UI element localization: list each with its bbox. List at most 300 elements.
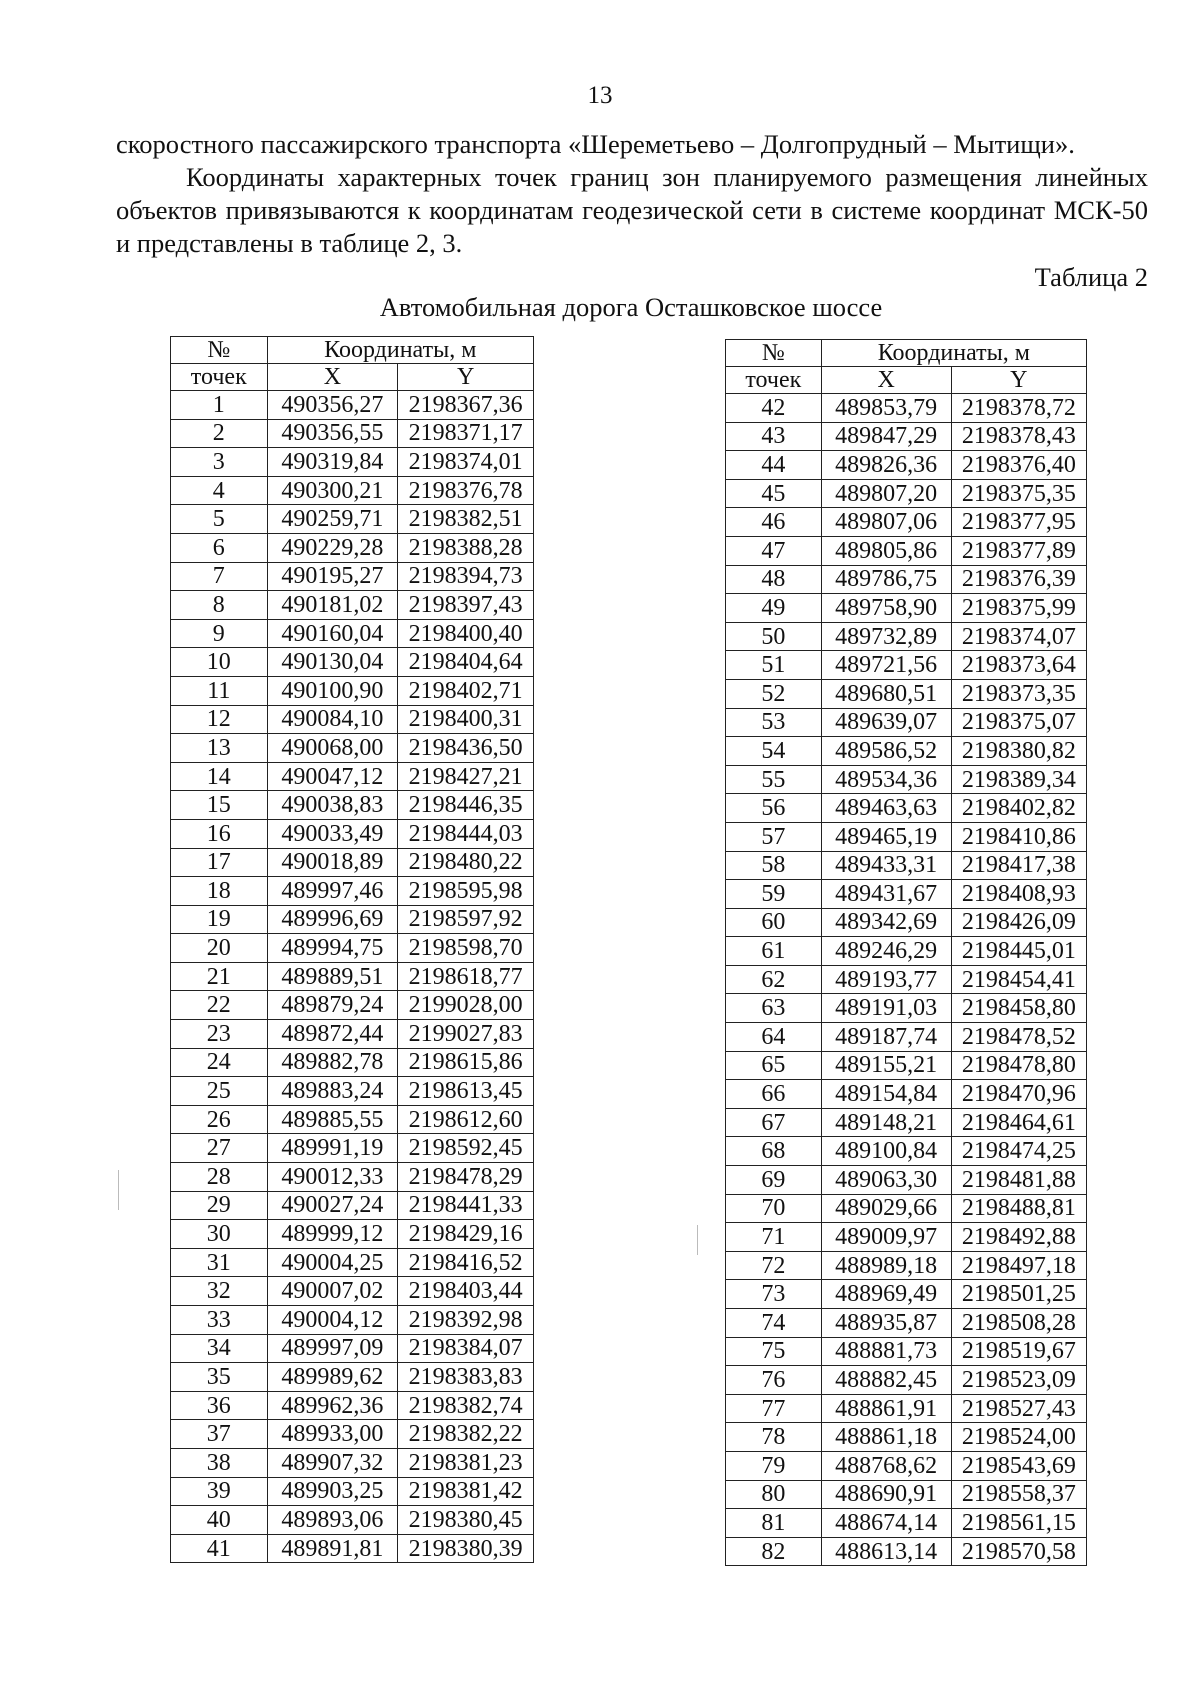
y-coordinate-cell: 2198592,45	[398, 1134, 534, 1163]
x-coordinate-cell: 489680,51	[821, 679, 951, 708]
table-label: Таблица 2	[1034, 262, 1148, 292]
x-coordinate-cell: 489826,36	[821, 451, 951, 480]
table-row	[726, 765, 1087, 794]
point-number-cell: 8	[171, 591, 268, 620]
table-row	[171, 591, 534, 620]
point-number-cell: 1	[171, 391, 268, 420]
y-coordinate-cell: 2198382,51	[398, 505, 534, 534]
x-coordinate-cell: 490004,25	[267, 1248, 398, 1277]
point-number-cell: 50	[726, 622, 822, 651]
point-number-cell: 41	[171, 1534, 268, 1563]
point-number-cell: 76	[726, 1366, 822, 1395]
x-coordinate-cell: 489342,69	[821, 908, 951, 937]
point-number-cell: 2	[171, 419, 268, 448]
point-number-cell: 64	[726, 1023, 822, 1052]
point-number-cell: 36	[171, 1391, 268, 1420]
x-coordinate-cell: 489994,75	[267, 934, 398, 963]
y-coordinate-cell: 2198384,07	[398, 1334, 534, 1363]
point-number-cell: 11	[171, 676, 268, 705]
table-row	[726, 1223, 1087, 1252]
table-row	[171, 1534, 534, 1563]
table-row	[726, 422, 1087, 451]
point-number-cell: 72	[726, 1251, 822, 1280]
y-coordinate-cell: 2198374,01	[398, 448, 534, 477]
y-coordinate-cell: 2198383,83	[398, 1363, 534, 1392]
point-number-cell: 18	[171, 877, 268, 906]
y-coordinate-cell: 2198523,09	[951, 1366, 1086, 1395]
table-row	[171, 505, 534, 534]
y-coordinate-cell: 2198374,07	[951, 622, 1086, 651]
table-row	[171, 734, 534, 763]
point-number-cell: 28	[171, 1163, 268, 1192]
table-row	[726, 822, 1087, 851]
x-coordinate-cell: 490033,49	[267, 819, 398, 848]
x-coordinate-cell: 490012,33	[267, 1163, 398, 1192]
point-number-cell: 29	[171, 1191, 268, 1220]
table-row	[171, 619, 534, 648]
x-coordinate-cell: 490068,00	[267, 734, 398, 763]
point-number-cell: 12	[171, 705, 268, 734]
y-coordinate-cell: 2198404,64	[398, 648, 534, 677]
y-coordinate-cell: 2198458,80	[951, 994, 1086, 1023]
x-coordinate-cell: 490047,12	[267, 762, 398, 791]
x-coordinate-cell: 489891,81	[267, 1534, 398, 1563]
table-title: Автомобильная дорога Осташковское шоссе	[379, 292, 883, 322]
table-row	[726, 908, 1087, 937]
point-number-cell: 79	[726, 1451, 822, 1480]
point-number-cell: 33	[171, 1306, 268, 1335]
y-coordinate-cell: 2198561,15	[951, 1509, 1086, 1538]
y-coordinate-cell: 2198376,78	[398, 476, 534, 505]
x-coordinate-cell: 489786,75	[821, 565, 951, 594]
header-row	[171, 337, 534, 364]
table-row	[171, 705, 534, 734]
table-row	[171, 476, 534, 505]
y-coordinate-cell: 2198375,99	[951, 594, 1086, 623]
y-coordinate-cell: 2198519,67	[951, 1337, 1086, 1366]
x-coordinate-cell: 488969,49	[821, 1280, 951, 1309]
y-coordinate-cell: 2198480,22	[398, 848, 534, 877]
point-number-cell: 46	[726, 508, 822, 537]
point-number-cell: 16	[171, 819, 268, 848]
table-row	[726, 1080, 1087, 1109]
x-coordinate-cell: 489534,36	[821, 765, 951, 794]
x-coordinate-cell: 489889,51	[267, 962, 398, 991]
table-row	[171, 762, 534, 791]
x-coordinate-cell: 489807,06	[821, 508, 951, 537]
table-row	[726, 1137, 1087, 1166]
point-number-cell: 77	[726, 1394, 822, 1423]
point-number-cell: 52	[726, 679, 822, 708]
x-coordinate-cell: 489191,03	[821, 994, 951, 1023]
coordinates-table-right	[725, 339, 1087, 1566]
header-row	[726, 367, 1087, 394]
point-number-cell: 32	[171, 1277, 268, 1306]
y-coordinate-cell: 2198470,96	[951, 1080, 1086, 1109]
y-coordinate-cell: 2198426,09	[951, 908, 1086, 937]
header-no: №	[726, 340, 822, 367]
y-coordinate-cell: 2198595,98	[398, 877, 534, 906]
x-coordinate-cell: 489154,84	[821, 1080, 951, 1109]
header-x: X	[267, 364, 398, 391]
point-number-cell: 59	[726, 880, 822, 909]
x-coordinate-cell: 490027,24	[267, 1191, 398, 1220]
y-coordinate-cell: 2198375,35	[951, 479, 1086, 508]
x-coordinate-cell: 488881,73	[821, 1337, 951, 1366]
y-coordinate-cell: 2198389,34	[951, 765, 1086, 794]
table-row	[171, 676, 534, 705]
y-coordinate-cell: 2198378,43	[951, 422, 1086, 451]
y-coordinate-cell: 2198373,35	[951, 679, 1086, 708]
y-coordinate-cell: 2198598,70	[398, 934, 534, 963]
x-coordinate-cell: 490259,71	[267, 505, 398, 534]
point-number-cell: 71	[726, 1223, 822, 1252]
point-number-cell: 42	[726, 394, 822, 423]
y-coordinate-cell: 2198429,16	[398, 1220, 534, 1249]
point-number-cell: 65	[726, 1051, 822, 1080]
table-row	[726, 536, 1087, 565]
x-coordinate-cell: 489431,67	[821, 880, 951, 909]
table-row	[726, 1509, 1087, 1538]
y-coordinate-cell: 2198380,45	[398, 1506, 534, 1535]
x-coordinate-cell: 490356,55	[267, 419, 398, 448]
table-row	[726, 651, 1087, 680]
x-coordinate-cell: 489882,78	[267, 1048, 398, 1077]
point-number-cell: 10	[171, 648, 268, 677]
table-row	[726, 737, 1087, 766]
x-coordinate-cell: 489148,21	[821, 1108, 951, 1137]
y-coordinate-cell: 2198373,64	[951, 651, 1086, 680]
x-coordinate-cell: 489807,20	[821, 479, 951, 508]
y-coordinate-cell: 2198427,21	[398, 762, 534, 791]
table-row	[726, 1366, 1087, 1395]
y-coordinate-cell: 2198371,17	[398, 419, 534, 448]
point-number-cell: 78	[726, 1423, 822, 1452]
x-coordinate-cell: 489586,52	[821, 737, 951, 766]
x-coordinate-cell: 489879,24	[267, 991, 398, 1020]
point-number-cell: 25	[171, 1077, 268, 1106]
point-number-cell: 21	[171, 962, 268, 991]
y-coordinate-cell: 2198441,33	[398, 1191, 534, 1220]
table-row	[171, 877, 534, 906]
point-number-cell: 55	[726, 765, 822, 794]
point-number-cell: 63	[726, 994, 822, 1023]
y-coordinate-cell: 2198478,52	[951, 1023, 1086, 1052]
table-row	[726, 937, 1087, 966]
y-coordinate-cell: 2198388,28	[398, 533, 534, 562]
x-coordinate-cell: 489997,46	[267, 877, 398, 906]
table-row	[171, 1306, 534, 1335]
point-number-cell: 47	[726, 536, 822, 565]
point-number-cell: 74	[726, 1309, 822, 1338]
point-number-cell: 39	[171, 1477, 268, 1506]
table-row	[171, 1391, 534, 1420]
x-coordinate-cell: 489996,69	[267, 905, 398, 934]
y-coordinate-cell: 2198377,95	[951, 508, 1086, 537]
point-number-cell: 13	[171, 734, 268, 763]
point-number-cell: 49	[726, 594, 822, 623]
y-coordinate-cell: 2198570,58	[951, 1537, 1086, 1566]
x-coordinate-cell: 489999,12	[267, 1220, 398, 1249]
y-coordinate-cell: 2198400,40	[398, 619, 534, 648]
point-number-cell: 20	[171, 934, 268, 963]
x-coordinate-cell: 489962,36	[267, 1391, 398, 1420]
table-row	[726, 565, 1087, 594]
table-row	[726, 451, 1087, 480]
x-coordinate-cell: 490130,04	[267, 648, 398, 677]
y-coordinate-cell: 2198382,74	[398, 1391, 534, 1420]
table-row	[171, 1048, 534, 1077]
y-coordinate-cell: 2198615,86	[398, 1048, 534, 1077]
x-coordinate-cell: 490160,04	[267, 619, 398, 648]
x-coordinate-cell: 488861,91	[821, 1394, 951, 1423]
point-number-cell: 43	[726, 422, 822, 451]
y-coordinate-cell: 2198367,36	[398, 391, 534, 420]
header-no: №	[171, 337, 268, 364]
x-coordinate-cell: 489187,74	[821, 1023, 951, 1052]
table-row	[171, 934, 534, 963]
point-number-cell: 4	[171, 476, 268, 505]
x-coordinate-cell: 488768,62	[821, 1451, 951, 1480]
table-row	[726, 1309, 1087, 1338]
point-number-cell: 58	[726, 851, 822, 880]
point-number-cell: 35	[171, 1363, 268, 1392]
table-row	[726, 1394, 1087, 1423]
y-coordinate-cell: 2198380,82	[951, 737, 1086, 766]
x-coordinate-cell: 489246,29	[821, 937, 951, 966]
table-row	[171, 1506, 534, 1535]
point-number-cell: 45	[726, 479, 822, 508]
point-number-cell: 66	[726, 1080, 822, 1109]
table-row	[726, 594, 1087, 623]
table-row	[726, 479, 1087, 508]
table-row	[171, 991, 534, 1020]
table-row	[726, 508, 1087, 537]
y-coordinate-cell: 2198508,28	[951, 1309, 1086, 1338]
point-number-cell: 38	[171, 1448, 268, 1477]
y-coordinate-cell: 2198377,89	[951, 536, 1086, 565]
point-number-cell: 54	[726, 737, 822, 766]
point-number-cell: 6	[171, 533, 268, 562]
table-row	[171, 1334, 534, 1363]
x-coordinate-cell: 489933,00	[267, 1420, 398, 1449]
table-row	[726, 1194, 1087, 1223]
table-row	[726, 1166, 1087, 1195]
x-coordinate-cell: 490356,27	[267, 391, 398, 420]
x-coordinate-cell: 490195,27	[267, 562, 398, 591]
header-row	[171, 364, 534, 391]
y-coordinate-cell: 2198402,82	[951, 794, 1086, 823]
x-coordinate-cell: 488882,45	[821, 1366, 951, 1395]
x-coordinate-cell: 489997,09	[267, 1334, 398, 1363]
x-coordinate-cell: 490319,84	[267, 448, 398, 477]
y-coordinate-cell: 2198613,45	[398, 1077, 534, 1106]
y-coordinate-cell: 2199027,83	[398, 1020, 534, 1049]
x-coordinate-cell: 489463,63	[821, 794, 951, 823]
y-coordinate-cell: 2198402,71	[398, 676, 534, 705]
point-number-cell: 22	[171, 991, 268, 1020]
table-row	[726, 1451, 1087, 1480]
y-coordinate-cell: 2198478,29	[398, 1163, 534, 1192]
table-row	[726, 1423, 1087, 1452]
point-number-cell: 23	[171, 1020, 268, 1049]
point-number-cell: 40	[171, 1506, 268, 1535]
x-coordinate-cell: 490300,21	[267, 476, 398, 505]
table-row	[171, 1134, 534, 1163]
x-coordinate-cell: 488613,14	[821, 1537, 951, 1566]
y-coordinate-cell: 2198464,61	[951, 1108, 1086, 1137]
y-coordinate-cell: 2198416,52	[398, 1248, 534, 1277]
y-coordinate-cell: 2198394,73	[398, 562, 534, 591]
point-number-cell: 51	[726, 651, 822, 680]
table-row	[726, 1337, 1087, 1366]
table-row	[726, 1023, 1087, 1052]
x-coordinate-cell: 489847,29	[821, 422, 951, 451]
point-number-cell: 37	[171, 1420, 268, 1449]
y-coordinate-cell: 2198474,25	[951, 1137, 1086, 1166]
x-coordinate-cell: 489721,56	[821, 651, 951, 680]
point-number-cell: 34	[171, 1334, 268, 1363]
table-row	[171, 1220, 534, 1249]
table-row	[171, 1163, 534, 1192]
table-row	[726, 1108, 1087, 1137]
table-row	[726, 622, 1087, 651]
x-coordinate-cell: 489989,62	[267, 1363, 398, 1392]
table-row	[171, 1448, 534, 1477]
table-row	[726, 994, 1087, 1023]
header-coords: Координаты, м	[267, 337, 533, 364]
page-number: 13	[587, 82, 613, 109]
point-number-cell: 3	[171, 448, 268, 477]
table-row	[171, 1277, 534, 1306]
y-coordinate-cell: 2198445,01	[951, 937, 1086, 966]
x-coordinate-cell: 489433,31	[821, 851, 951, 880]
y-coordinate-cell: 2198436,50	[398, 734, 534, 763]
y-coordinate-cell: 2198376,39	[951, 565, 1086, 594]
point-number-cell: 17	[171, 848, 268, 877]
y-coordinate-cell: 2198403,44	[398, 1277, 534, 1306]
table-row	[171, 533, 534, 562]
point-number-cell: 57	[726, 822, 822, 851]
table-row	[726, 394, 1087, 423]
table-row	[171, 1477, 534, 1506]
header-row	[726, 340, 1087, 367]
table-row	[726, 794, 1087, 823]
y-coordinate-cell: 2198397,43	[398, 591, 534, 620]
table-row	[171, 1105, 534, 1134]
point-number-cell: 5	[171, 505, 268, 534]
y-coordinate-cell: 2198378,72	[951, 394, 1086, 423]
x-coordinate-cell: 489758,90	[821, 594, 951, 623]
table-row	[726, 1251, 1087, 1280]
table-row	[726, 851, 1087, 880]
y-coordinate-cell: 2198492,88	[951, 1223, 1086, 1252]
table-row	[171, 1363, 534, 1392]
table-row	[171, 905, 534, 934]
point-number-cell: 24	[171, 1048, 268, 1077]
x-coordinate-cell: 489029,66	[821, 1194, 951, 1223]
x-coordinate-cell: 489009,97	[821, 1223, 951, 1252]
y-coordinate-cell: 2198618,77	[398, 962, 534, 991]
point-number-cell: 68	[726, 1137, 822, 1166]
point-number-cell: 73	[726, 1280, 822, 1309]
point-number-cell: 60	[726, 908, 822, 937]
table-row	[726, 1280, 1087, 1309]
y-coordinate-cell: 2198527,43	[951, 1394, 1086, 1423]
table-row	[726, 679, 1087, 708]
y-coordinate-cell: 2198612,60	[398, 1105, 534, 1134]
y-coordinate-cell: 2198381,42	[398, 1477, 534, 1506]
y-coordinate-cell: 2198454,41	[951, 965, 1086, 994]
point-number-cell: 56	[726, 794, 822, 823]
y-coordinate-cell: 2198381,23	[398, 1448, 534, 1477]
table-row	[171, 419, 534, 448]
table-row	[726, 1537, 1087, 1566]
y-coordinate-cell: 2198524,00	[951, 1423, 1086, 1452]
y-coordinate-cell: 2198417,38	[951, 851, 1086, 880]
x-coordinate-cell: 490018,89	[267, 848, 398, 877]
point-number-cell: 7	[171, 562, 268, 591]
x-coordinate-cell: 488935,87	[821, 1309, 951, 1338]
y-coordinate-cell: 2198408,93	[951, 880, 1086, 909]
y-coordinate-cell: 2198382,22	[398, 1420, 534, 1449]
table-row	[171, 791, 534, 820]
point-number-cell: 44	[726, 451, 822, 480]
x-coordinate-cell: 490004,12	[267, 1306, 398, 1335]
scan-mark	[118, 1170, 119, 1210]
x-coordinate-cell: 488690,91	[821, 1480, 951, 1509]
x-coordinate-cell: 489872,44	[267, 1020, 398, 1049]
x-coordinate-cell: 489853,79	[821, 394, 951, 423]
y-coordinate-cell: 2198481,88	[951, 1166, 1086, 1195]
x-coordinate-cell: 489907,32	[267, 1448, 398, 1477]
paragraph-line1: скоростного пассажирского транспорта «Шереметьево – Долгопрудный – Мытищи».	[116, 129, 1075, 159]
x-coordinate-cell: 488989,18	[821, 1251, 951, 1280]
y-coordinate-cell: 2198501,25	[951, 1280, 1086, 1309]
y-coordinate-cell: 2198376,40	[951, 451, 1086, 480]
scan-mark	[697, 1225, 698, 1255]
table-row	[171, 1191, 534, 1220]
table-row	[171, 562, 534, 591]
x-coordinate-cell: 489639,07	[821, 708, 951, 737]
x-coordinate-cell: 489903,25	[267, 1477, 398, 1506]
point-number-cell: 31	[171, 1248, 268, 1277]
point-number-cell: 62	[726, 965, 822, 994]
point-number-cell: 9	[171, 619, 268, 648]
table-row	[726, 1051, 1087, 1080]
table-row	[171, 1248, 534, 1277]
point-number-cell: 30	[171, 1220, 268, 1249]
y-coordinate-cell: 2199028,00	[398, 991, 534, 1020]
x-coordinate-cell: 489885,55	[267, 1105, 398, 1134]
y-coordinate-cell: 2198543,69	[951, 1451, 1086, 1480]
table-row	[171, 1420, 534, 1449]
y-coordinate-cell: 2198446,35	[398, 791, 534, 820]
y-coordinate-cell: 2198410,86	[951, 822, 1086, 851]
y-coordinate-cell: 2198488,81	[951, 1194, 1086, 1223]
table-row	[171, 848, 534, 877]
table-row	[171, 648, 534, 677]
x-coordinate-cell: 488674,14	[821, 1509, 951, 1538]
table-row	[171, 391, 534, 420]
point-number-cell: 14	[171, 762, 268, 791]
point-number-cell: 61	[726, 937, 822, 966]
point-number-cell: 69	[726, 1166, 822, 1195]
point-number-cell: 27	[171, 1134, 268, 1163]
table-row	[726, 880, 1087, 909]
table-row	[171, 1077, 534, 1106]
x-coordinate-cell: 489732,89	[821, 622, 951, 651]
